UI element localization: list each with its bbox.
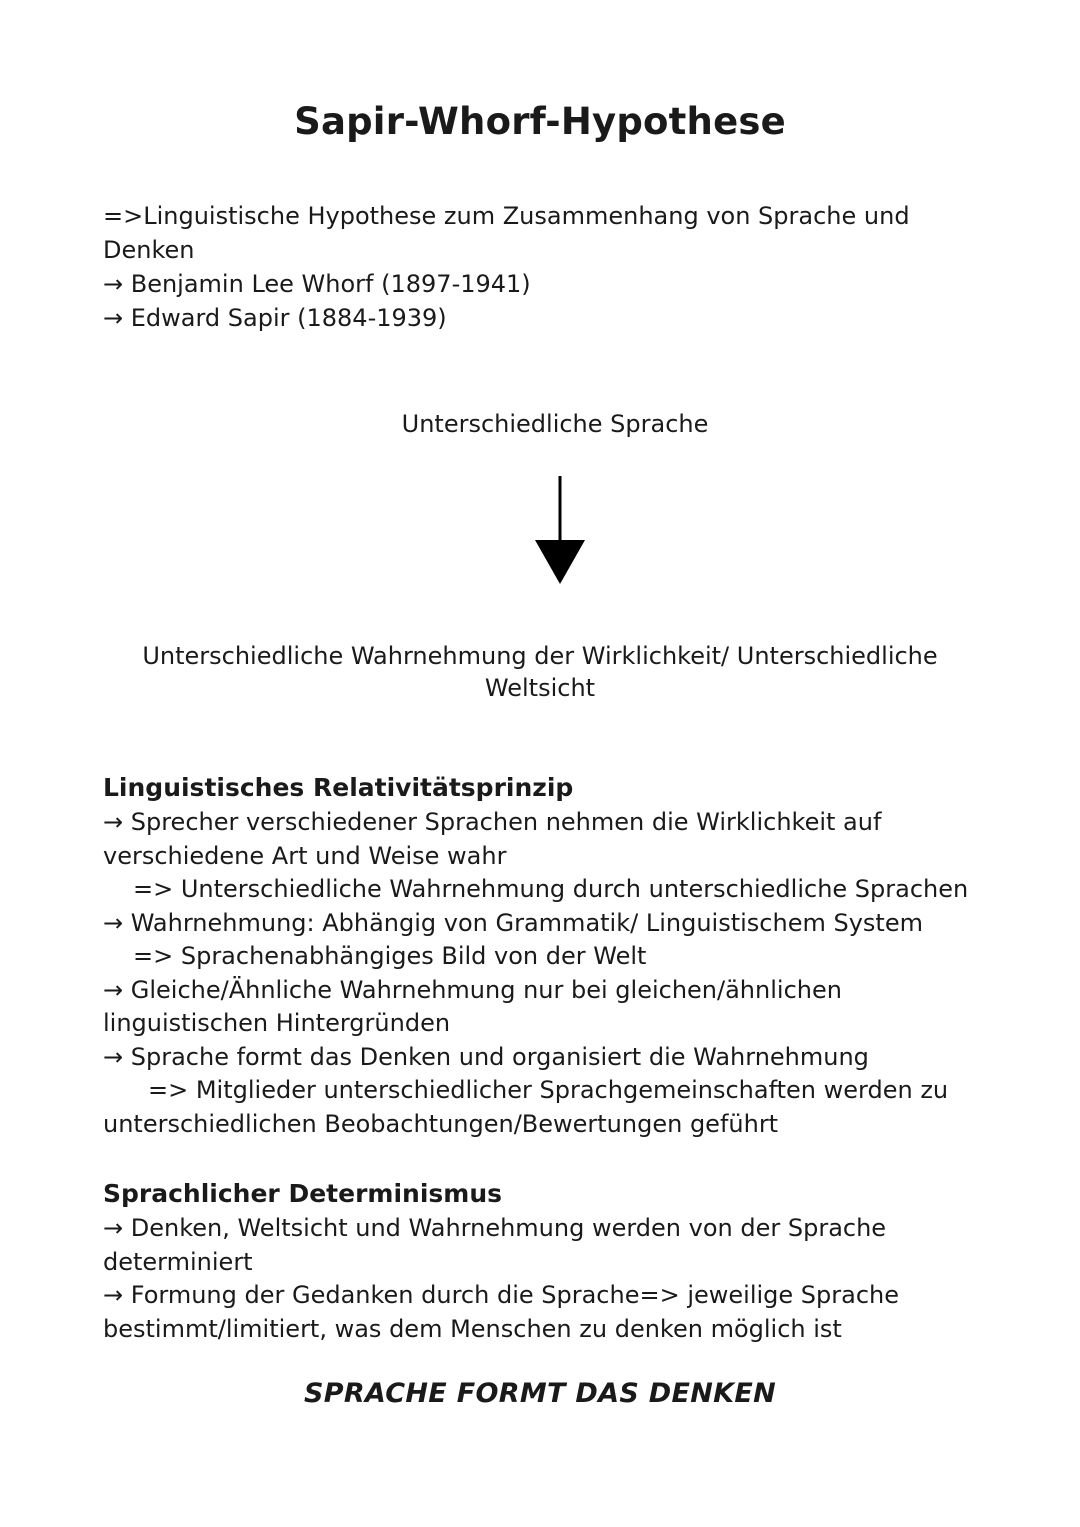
section-line: unterschiedlichen Beobachtungen/Bewertungen geführt: [103, 1109, 779, 1138]
arrow-down-icon: [530, 474, 590, 589]
section-line: bestimmt/limitiert, was dem Menschen zu denken möglich ist: [103, 1314, 842, 1343]
page-title: Sapir-Whorf-Hypothese: [294, 100, 786, 143]
section-line: → Sprecher verschiedener Sprachen nehmen die Wirklichkeit auf: [103, 808, 882, 836]
section-line: → Sprache formt das Denken und organisiert die Wahrnehmung: [103, 1042, 869, 1071]
diagram-bottom-label-line: Weltsicht: [484, 674, 596, 702]
intro-block: [103, 199, 923, 335]
section-line: => Unterschiedliche Wahrnehmung durch unterschiedliche Sprachen: [133, 875, 969, 903]
section-line: => Sprachenabhängiges Bild von der Welt: [133, 942, 647, 970]
section-line: → Wahrnehmung: Abhängig von Grammatik/ Linguistischem System: [103, 908, 923, 937]
section-heading: Linguistisches Relativitätsprinzip: [103, 773, 574, 802]
section-line: → Gleiche/Ähnliche Wahrnehmung nur bei gleichen/ähnlichen: [103, 975, 842, 1004]
section-determinism: [103, 1176, 983, 1346]
motto-text: SPRACHE FORMT DAS DENKEN: [304, 1378, 776, 1409]
diagram-bottom-label-line: Unterschiedliche Wahrnehmung der Wirklichkeit/ Unterschiedliche: [142, 642, 938, 670]
diagram-bottom-label: [0, 640, 1080, 704]
definition-line: =>Linguistische Hypothese zum Zusammenhang von Sprache und: [103, 202, 910, 230]
section-line: linguistischen Hintergründen: [103, 1009, 451, 1037]
section-line: => Mitglieder unterschiedlicher Sprachgemeinschaften werden zu: [148, 1076, 949, 1104]
diagram-top-label: Unterschiedliche Sprache: [401, 410, 709, 438]
section-line: → Formung der Gedanken durch die Sprache=> jeweilige Sprache: [103, 1281, 899, 1309]
person-sapir: → Edward Sapir (1884-1939): [103, 304, 447, 332]
section-relativity: [103, 770, 983, 1141]
definition-line: Denken: [103, 236, 195, 264]
person-whorf: → Benjamin Lee Whorf (1897-1941): [103, 270, 531, 298]
section-line: verschiedene Art und Weise wahr: [103, 841, 507, 870]
section-line: → Denken, Weltsicht und Wahrnehmung werden von der Sprache: [103, 1214, 887, 1242]
section-heading: Sprachlicher Determinismus: [103, 1179, 502, 1208]
section-line: determiniert: [103, 1247, 253, 1276]
